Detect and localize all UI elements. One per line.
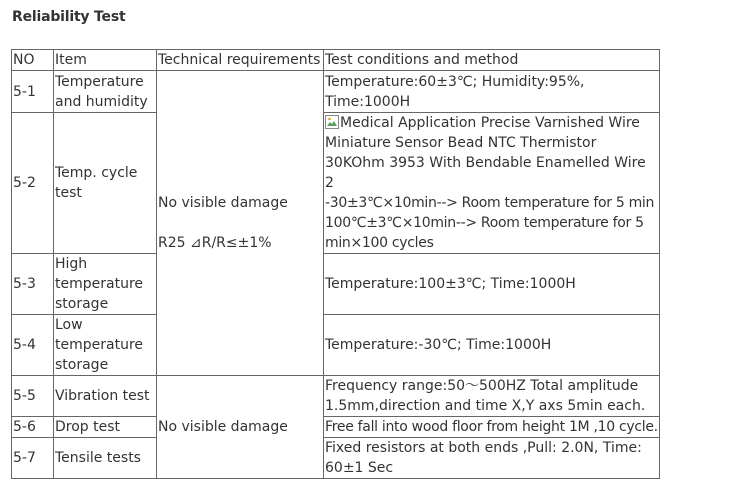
header-no: NO <box>12 50 54 71</box>
header-item: Item <box>54 50 157 71</box>
row-method: Frequency range:50～500HZ Total amplitude 1.5mm,direction and time X,Y axs 5min each. <box>324 376 660 417</box>
table-row <box>12 254 660 315</box>
requirements-cell-group2: No visible damage <box>157 376 324 479</box>
table-row <box>12 417 660 438</box>
table-row <box>12 376 660 417</box>
row-no: 5-6 <box>12 417 54 438</box>
method-line: 100℃±3℃×10min--> Room temperature for 5 min×100 cycles <box>325 215 644 251</box>
section-title: Reliability Test <box>12 9 126 25</box>
method-line: -30±3℃×10min--> Room temperature for 5 min <box>325 195 655 211</box>
table-row <box>12 113 660 254</box>
row-item: Vibration test <box>54 376 157 417</box>
requirement-text: No visible damage <box>158 195 288 211</box>
row-method: Temperature:100±3℃; Time:1000H <box>324 254 660 315</box>
row-item: Low temperature storage <box>54 315 157 376</box>
table-header-row <box>12 50 660 71</box>
row-item: High temperature storage <box>54 254 157 315</box>
row-method: Temperature:60±3℃; Humidity:95%, Time:1000H <box>324 71 660 113</box>
row-method: Fixed resistors at both ends ,Pull: 2.0N, Time: 60±1 Sec <box>324 438 660 479</box>
row-method: Free fall into wood floor from height 1M ,10 cycle. <box>324 417 660 438</box>
broken-image-icon <box>325 115 339 129</box>
row-no: 5-7 <box>12 438 54 479</box>
reliability-table <box>11 49 660 479</box>
row-no: 5-5 <box>12 376 54 417</box>
row-no: 5-4 <box>12 315 54 376</box>
row-method <box>324 113 660 254</box>
table-row <box>12 315 660 376</box>
product-image-placeholder <box>325 113 659 193</box>
image-alt-text: Medical Application Precise Varnished Wire Miniature Sensor Bead NTC Thermistor 30KOhm 3953 With Bendable Enamelled Wire 2 <box>325 115 646 191</box>
header-test-conditions: Test conditions and method <box>324 50 660 71</box>
row-item: Temperature and humidity <box>54 71 157 113</box>
row-item: Drop test <box>54 417 157 438</box>
row-no: 5-3 <box>12 254 54 315</box>
header-technical-requirements: Technical requirements <box>157 50 324 71</box>
row-no: 5-1 <box>12 71 54 113</box>
table-row <box>12 71 660 113</box>
row-no: 5-2 <box>12 113 54 254</box>
table-row <box>12 438 660 479</box>
row-item: Temp. cycle test <box>54 113 157 254</box>
row-method: Temperature:-30℃; Time:1000H <box>324 315 660 376</box>
requirements-cell-group1 <box>157 71 324 376</box>
row-item: Tensile tests <box>54 438 157 479</box>
requirement-text: R25 ⊿R/R≤±1% <box>158 235 272 251</box>
